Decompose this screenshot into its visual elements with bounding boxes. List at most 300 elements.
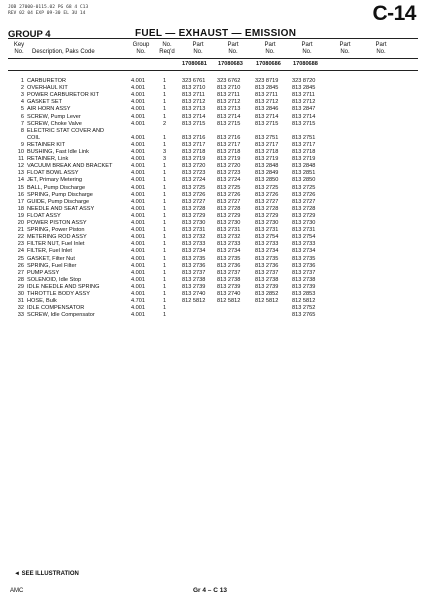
cell-p4: 813 2848 [292,163,316,170]
cell-p1: 813 2715 [182,120,206,127]
cell-p2: 813 2738 [217,276,241,283]
cell-req: 1 [163,234,167,241]
header-rule-mid [8,58,418,59]
cell-grp: 4.701 [131,298,145,305]
cell-p1: 813 2736 [182,262,206,269]
cell-req: 1 [163,305,167,312]
group-label: GROUP 4 [8,29,51,40]
cell-desc: GASKET SET [27,99,63,106]
table-row [0,135,426,142]
cell-p4: 813 2725 [292,184,316,191]
cell-p2: 813 2727 [217,198,241,205]
cell-p4: 813 2714 [292,113,316,120]
cell-req: 1 [163,269,167,276]
cell-grp: 4.001 [131,291,145,297]
cell-key: 8 [20,127,24,134]
cell-desc: METERING ROD ASSY [27,234,87,241]
cell-req: 3 [163,156,167,163]
table-row [0,220,426,227]
cell-p2: 813 2734 [217,248,241,255]
cell-req: 1 [163,205,167,212]
cell-req: 1 [163,262,167,269]
cell-p4: 813 2737 [292,269,316,276]
cell-key: 5 [20,106,24,113]
cell-key: 24 [17,248,24,255]
cell-desc: POWER CARBURETOR KIT [27,92,100,99]
cell-p4: 813 2733 [292,241,316,248]
cell-grp: 4.001 [131,177,145,184]
cell-grp: 4.001 [131,149,145,155]
cell-p3: 813 2726 [255,191,279,198]
cell-p4: 813 2727 [292,198,316,205]
table-row [0,241,426,248]
col-part-header-1: Part No. [192,42,204,55]
cell-p3: 813 2852 [255,291,279,297]
cell-grp: 4.001 [131,120,145,127]
cell-grp: 4.001 [131,276,145,283]
cell-p2: 813 2729 [217,212,241,219]
cell-p3: 813 2737 [255,269,279,276]
meta-line-2: REV 02 04 EXP 09-30 EL 3U 14 [8,11,86,16]
cell-grp: 4.001 [131,85,145,92]
cell-p3: 813 2711 [255,92,278,99]
cell-key: 23 [17,241,24,248]
table-row [0,248,426,255]
cell-p1: 813 2716 [182,134,206,141]
cell-req: 1 [163,134,167,141]
cell-p3: 813 2731 [255,227,279,234]
table-row [0,270,426,277]
cell-grp: 4.001 [131,262,145,269]
cell-p3: 813 2719 [255,156,279,163]
cell-p2: 813 2720 [217,163,241,170]
cell-p2: 813 2711 [217,92,240,99]
cell-p3: 813 2845 [255,85,279,92]
cell-grp: 4.001 [131,283,145,290]
cell-req: 1 [163,291,167,297]
cell-p2: 813 2726 [217,191,241,198]
cell-p1: 813 2735 [182,255,206,262]
cell-p2: 813 2737 [217,269,241,276]
table-row [0,99,426,106]
cell-p3: 813 2754 [255,234,279,241]
cell-p4: 813 2736 [292,262,316,269]
cell-grp: 4.001 [131,113,145,120]
cell-key: 27 [17,269,24,276]
cell-p4: 813 2729 [292,212,316,219]
cell-desc: FILTER NUT, Fuel Inlet [27,241,85,248]
cell-p2: 813 2716 [217,134,241,141]
cell-key: 26 [17,262,24,269]
cell-req: 1 [163,241,167,248]
cell-p3: 813 2733 [255,241,279,248]
cell-p4: 813 2752 [292,305,316,312]
cell-p1: 813 2739 [182,283,206,290]
cell-p1: 813 2720 [182,163,206,170]
col-key-header: Key No. [13,42,25,55]
cell-p1: 813 2728 [182,205,206,212]
cell-p2: 813 2718 [217,149,241,155]
cell-desc: COIL [27,134,41,141]
table-row [0,256,426,263]
cell-p1: 813 2714 [182,113,206,120]
cell-desc: PUMP ASSY [27,269,60,276]
cell-p2: 813 2717 [217,141,241,148]
cell-p2: 813 2732 [217,234,241,241]
cell-key: 17 [17,198,24,205]
table-row [0,305,426,312]
cell-req: 1 [163,113,167,120]
cell-desc: CARBURETOR [27,78,67,84]
cell-p4: 813 2712 [292,99,316,106]
cell-desc: FILTER, Fuel Inlet [27,248,72,255]
cell-req: 1 [163,248,167,255]
cell-p4: 813 2715 [292,120,316,127]
cell-p3: 813 2728 [255,205,279,212]
header-rule-bottom [8,70,418,71]
cell-p2: 813 2733 [217,241,241,248]
cell-req: 1 [163,177,167,184]
cell-p2: 813 2719 [217,156,241,163]
table-row [0,291,426,298]
cell-p3: 813 2715 [255,120,279,127]
cell-desc: IDLE COMPENSATOR [27,305,85,312]
table-row [0,206,426,213]
cell-desc: GASKET, Filter Nut [27,255,75,262]
table-row [0,142,426,149]
cell-req: 1 [163,106,167,113]
cell-p1: 813 2733 [182,241,206,248]
cell-desc: JET, Primary Metering [27,177,83,184]
cell-desc: IDLE NEEDLE AND SPRING [27,283,100,290]
cell-p3: 813 2734 [255,248,279,255]
cell-p4: 813 2853 [292,291,316,297]
cell-req: 1 [163,184,167,191]
cell-grp: 4.001 [131,248,145,255]
cell-key: 14 [17,177,24,184]
cell-p4: 813 2717 [292,141,316,148]
cell-p2: 813 2725 [217,184,241,191]
cell-grp: 4.001 [131,198,145,205]
cell-key: 18 [17,205,24,212]
cell-req: 1 [163,99,167,106]
cell-desc: NEEDLE AND SEAT ASSY [27,205,95,212]
cell-desc: OVERHAUL KIT [27,85,68,92]
cell-p4: 813 2734 [292,248,316,255]
cell-p3: 813 2849 [255,170,279,177]
job-metadata [8,5,88,17]
cell-p1: 813 2711 [182,92,205,99]
cell-desc: RETAINER, Link [27,156,69,163]
footer-page-ref: Gr 4 – C 13 [193,587,227,594]
cell-key: 32 [17,305,24,312]
cell-p4: 323 8720 [292,78,316,84]
cell-p2: 323 6762 [217,78,241,84]
cell-p3: 813 2751 [255,134,279,141]
cell-p2: 812 5812 [217,298,241,305]
part-code-3: 17080686 [256,61,281,67]
cell-p1: 813 2738 [182,276,206,283]
cell-grp: 4.001 [131,269,145,276]
cell-req: 1 [163,283,167,290]
cell-p3: 813 2736 [255,262,279,269]
cell-key: 22 [17,234,24,241]
table-row [0,128,426,135]
cell-desc: SCREW, Idle Compensator [27,312,95,319]
cell-p4: 813 2850 [292,177,316,184]
table-row [0,185,426,192]
cell-desc: VACUUM BREAK AND BRACKET [27,163,113,170]
cell-p3: 813 2850 [255,177,279,184]
table-row [0,163,426,170]
cell-p1: 813 2718 [182,149,206,155]
cell-grp: 4.001 [131,134,145,141]
cell-desc: SCREW, Choke Valve [27,120,82,127]
part-code-1: 17080681 [182,61,207,67]
cell-p3: 813 2725 [255,184,279,191]
cell-req: 1 [163,276,167,283]
cell-key: 7 [20,120,24,127]
cell-grp: 4.001 [131,220,145,226]
cell-grp: 4.001 [131,78,145,84]
cell-p1: 813 2730 [182,220,206,226]
cell-p1: 813 2737 [182,269,206,276]
cell-p4: 813 2738 [292,276,316,283]
col-part-header-3: Part No. [264,42,276,55]
cell-p4: 813 2751 [292,134,316,141]
cell-p1: 813 2723 [182,170,206,177]
table-row [0,227,426,234]
cell-key: 13 [17,170,24,177]
see-illustration-note: ◄ SEE ILLUSTRATION [14,571,79,577]
cell-p2: 813 2728 [217,205,241,212]
cell-p1: 813 2734 [182,248,206,255]
cell-desc: SOLENOID, Idle Stop [27,276,82,283]
cell-grp: 4.001 [131,184,145,191]
cell-p2: 813 2713 [217,106,241,113]
cell-desc: BALL, Pump Discharge [27,184,86,191]
table-row [0,156,426,163]
cell-p4: 813 2726 [292,191,316,198]
table-row [0,298,426,305]
cell-p4: 813 2730 [292,220,316,226]
cell-grp: 4.001 [131,212,145,219]
table-row [0,78,426,85]
cell-p3: 813 2730 [255,220,279,226]
page-title: FUEL — EXHAUST — EMISSION [135,28,297,39]
cell-p2: 813 2723 [217,170,241,177]
cell-key: 16 [17,191,24,198]
cell-req: 1 [163,312,167,319]
table-row [0,92,426,99]
cell-p4: 813 2719 [292,156,316,163]
cell-p4: 813 2711 [292,92,315,99]
table-row [0,149,426,156]
cell-p1: 813 2719 [182,156,206,163]
cell-p3: 323 8719 [255,78,279,84]
cell-p4: 813 2845 [292,85,316,92]
cell-p3: 813 2717 [255,141,279,148]
cell-p4: 812 5812 [292,298,316,305]
cell-req: 1 [163,298,167,305]
cell-p3: 813 2735 [255,255,279,262]
cell-key: 10 [17,149,24,155]
cell-p1: 812 5812 [182,298,206,305]
cell-p1: 323 6761 [182,78,206,84]
cell-p3: 812 5812 [255,298,279,305]
cell-p1: 813 2724 [182,177,206,184]
cell-desc: AIR HORN ASSY [27,106,71,113]
cell-key: 19 [17,212,24,219]
cell-p2: 813 2730 [217,220,241,226]
cell-grp: 4.001 [131,156,145,163]
cell-key: 6 [20,113,24,120]
page-tag: C-14 [372,2,416,25]
cell-desc: POWER PISTON ASSY [27,220,87,226]
cell-desc: FLOAT ASSY [27,212,61,219]
table-row [0,192,426,199]
cell-p2: 813 2710 [217,85,241,92]
cell-req: 3 [163,149,167,155]
cell-grp: 4.001 [131,255,145,262]
table-row [0,199,426,206]
cell-p2: 813 2712 [217,99,241,106]
cell-req: 1 [163,212,167,219]
table-row [0,277,426,284]
cell-key: 4 [20,99,24,106]
col-part-header-2: Part No. [227,42,239,55]
cell-p4: 813 2754 [292,234,316,241]
cell-p3: 813 2848 [255,163,279,170]
cell-p4: 813 2728 [292,205,316,212]
cell-p4: 813 2718 [292,149,316,155]
cell-p4: 813 2731 [292,227,316,234]
cell-p1: 813 2729 [182,212,206,219]
cell-p3: 813 2739 [255,283,279,290]
cell-desc: THROTTLE BODY ASSY [27,291,90,297]
cell-p2: 813 2731 [217,227,241,234]
cell-key: 31 [17,298,24,305]
cell-p1: 813 2726 [182,191,206,198]
cell-req: 1 [163,191,167,198]
cell-req: 1 [163,198,167,205]
cell-p3: 813 2729 [255,212,279,219]
col-part-header-4: Part No. [301,42,313,55]
table-row [0,106,426,113]
cell-desc: RETAINER KIT [27,141,66,148]
cell-grp: 4.001 [131,305,145,312]
cell-grp: 4.001 [131,163,145,170]
cell-p4: 813 2739 [292,283,316,290]
cell-grp: 4.001 [131,92,145,99]
cell-p2: 813 2714 [217,113,241,120]
cell-req: 1 [163,163,167,170]
cell-p2: 813 2724 [217,177,241,184]
cell-desc: FLOAT BOWL ASSY [27,170,79,177]
cell-p4: 813 2851 [292,170,316,177]
cell-p1: 813 2717 [182,141,206,148]
table-row [0,121,426,128]
cell-key: 11 [18,156,24,163]
header-rule-top [8,38,418,39]
cell-p2: 813 2715 [217,120,241,127]
cell-p2: 813 2739 [217,283,241,290]
table-row [0,85,426,92]
cell-grp: 4.001 [131,191,145,198]
part-code-2: 17080683 [218,61,243,67]
table-row [0,177,426,184]
cell-req: 1 [163,92,167,99]
cell-key: 20 [17,220,24,226]
cell-p2: 813 2735 [217,255,241,262]
cell-p3: 813 2738 [255,276,279,283]
cell-key: 1 [20,78,24,84]
cell-p3: 813 2727 [255,198,279,205]
cell-p1: 813 2725 [182,184,206,191]
cell-key: 2 [20,85,24,92]
cell-desc: SCREW, Pump Lever [27,113,81,120]
cell-p4: 813 2847 [292,106,316,113]
cell-p1: 813 2712 [182,99,206,106]
cell-p1: 813 2732 [182,234,206,241]
cell-key: 12 [17,163,24,170]
cell-desc: SPRING, Fuel Filter [27,262,77,269]
cell-key: 25 [17,255,24,262]
cell-key: 33 [17,312,24,319]
table-row [0,234,426,241]
cell-key: 29 [17,283,24,290]
cell-p4: 813 2765 [292,312,316,319]
table-row [0,263,426,270]
cell-p1: 813 2727 [182,198,206,205]
cell-p1: 813 2713 [182,106,206,113]
cell-p1: 813 2731 [182,227,206,234]
footer-brand: AMC [10,588,24,594]
cell-key: 9 [20,141,24,148]
cell-req: 1 [163,170,167,177]
cell-grp: 4.001 [131,234,145,241]
cell-req: 1 [163,255,167,262]
col-req-header: No. Req'd [159,42,175,55]
cell-desc: ELECTRIC STAT COVER AND [27,127,105,134]
cell-req: 2 [163,120,167,127]
cell-key: 15 [17,184,24,191]
col-desc-header: Description, Paks Code [32,49,95,55]
cell-req: 1 [163,78,167,84]
cell-key: 3 [20,92,24,99]
cell-p2: 813 2740 [217,291,241,297]
col-part-header-6: Part No. [375,42,387,55]
cell-grp: 4.001 [131,106,145,113]
col-part-header-5: Part No. [339,42,351,55]
cell-key: 28 [17,276,24,283]
cell-grp: 4.001 [131,170,145,177]
cell-req: 1 [163,220,167,226]
part-code-4: 17080688 [293,61,318,67]
cell-p1: 813 2710 [182,85,206,92]
cell-p3: 813 2714 [255,113,279,120]
cell-grp: 4.001 [131,141,145,148]
cell-desc: GUIDE, Pump Discharge [27,198,90,205]
cell-req: 1 [163,85,167,92]
cell-p1: 813 2740 [182,291,206,297]
cell-desc: BUSHING, Fast Idle Link [27,149,89,155]
cell-desc: HOSE, Bulk [27,298,57,305]
cell-grp: 4.001 [131,241,145,248]
cell-req: 1 [163,141,167,148]
meta-line-1: JOB 27000-0115.02 PG 68 4 C13 [8,5,89,10]
table-row [0,312,426,319]
